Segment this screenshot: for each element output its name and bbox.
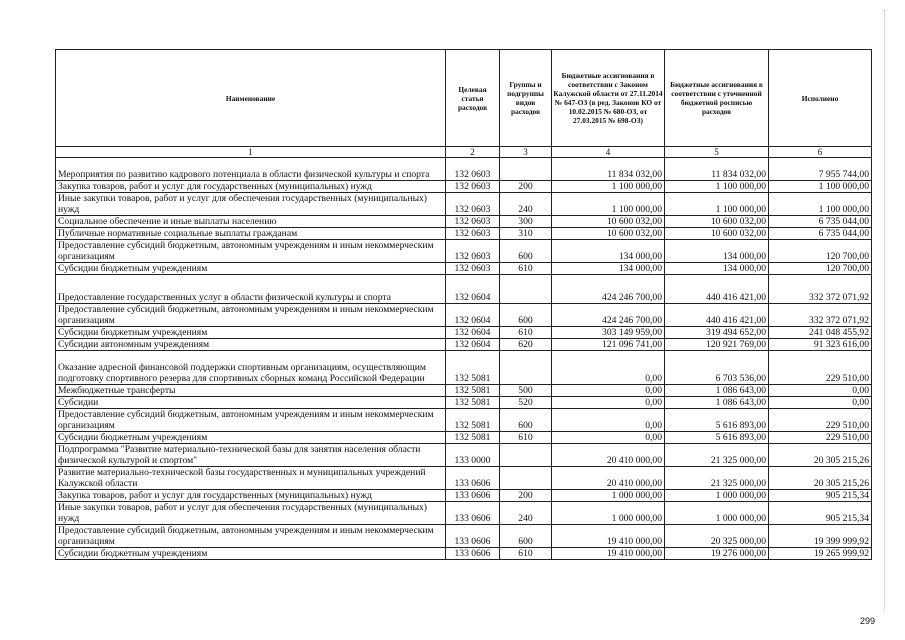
row-executed: 120 700,00 — [769, 263, 872, 275]
row-assign-list: 20 325 000,00 — [665, 525, 769, 548]
row-group-code: 610 — [500, 548, 552, 560]
row-executed: 120 700,00 — [769, 240, 872, 263]
row-assign-list: 120 921 769,00 — [665, 339, 769, 351]
row-name: Предоставление субсидий бюджетным, автономным учреждениям и иным некоммерческим организациям — [56, 304, 446, 327]
header-target-article: Целевая статья расходов — [446, 50, 500, 147]
row-assign-law: 121 096 741,00 — [552, 339, 665, 351]
table-row — [56, 228, 872, 240]
row-target-code: 132 0603 — [446, 181, 500, 193]
row-executed: 332 372 071,92 — [769, 304, 872, 327]
row-executed: 6 735 044,00 — [769, 216, 872, 228]
row-assign-list: 5 616 893,00 — [665, 409, 769, 432]
table-row — [56, 467, 872, 490]
row-assign-list: 440 416 421,00 — [665, 304, 769, 327]
row-name: Субсидии бюджетным учреждениям — [56, 263, 446, 275]
table-row — [56, 216, 872, 228]
row-name: Закупка товаров, работ и услуг для государственных (муниципальных) нужд — [56, 490, 446, 502]
row-assign-law: 303 149 959,00 — [552, 327, 665, 339]
table-row — [56, 193, 872, 216]
row-executed: 0,00 — [769, 397, 872, 409]
row-target-code: 133 0606 — [446, 467, 500, 490]
row-assign-list: 1 000 000,00 — [665, 502, 769, 525]
row-assign-law: 0,00 — [552, 351, 665, 385]
column-number: 1 — [56, 147, 446, 158]
row-executed: 229 510,00 — [769, 351, 872, 385]
row-assign-list: 10 600 032,00 — [665, 228, 769, 240]
column-number: 2 — [446, 147, 500, 158]
column-number: 4 — [552, 147, 665, 158]
row-executed: 6 735 044,00 — [769, 228, 872, 240]
row-name: Предоставление субсидий бюджетным, автономным учреждениям и иным некоммерческим организациям — [56, 240, 446, 263]
row-assign-list: 11 834 032,00 — [665, 158, 769, 181]
row-assign-law: 10 600 032,00 — [552, 228, 665, 240]
row-assign-law: 1 000 000,00 — [552, 502, 665, 525]
row-assign-law: 20 410 000,00 — [552, 444, 665, 467]
row-assign-law: 10 600 032,00 — [552, 216, 665, 228]
row-target-code: 133 0000 — [446, 444, 500, 467]
row-name: Подпрограмма "Развитие материально-технической базы для занятия населения области физической культурой и спортом" — [56, 444, 446, 467]
row-target-code: 132 0603 — [446, 158, 500, 181]
header-row — [56, 50, 872, 147]
row-target-code: 132 0603 — [446, 193, 500, 216]
row-name: Субсидии бюджетным учреждениям — [56, 548, 446, 560]
row-group-code — [500, 444, 552, 467]
row-assign-law: 134 000,00 — [552, 240, 665, 263]
row-assign-list: 319 494 652,00 — [665, 327, 769, 339]
row-executed: 0,00 — [769, 385, 872, 397]
row-assign-law: 19 410 000,00 — [552, 525, 665, 548]
table-row — [56, 502, 872, 525]
table-row — [56, 490, 872, 502]
header-expense-groups: Группы и подгруппы видов расходов — [500, 50, 552, 147]
header-name: Наименование — [56, 50, 446, 147]
row-group-code: 500 — [500, 385, 552, 397]
row-executed: 229 510,00 — [769, 409, 872, 432]
margin-line — [884, 10, 885, 610]
column-number: 6 — [769, 147, 872, 158]
row-name: Публичные нормативные социальные выплаты гражданам — [56, 228, 446, 240]
row-assign-list: 10 600 032,00 — [665, 216, 769, 228]
row-assign-law: 1 000 000,00 — [552, 490, 665, 502]
row-target-code: 133 0606 — [446, 490, 500, 502]
row-name: Предоставление государственных услуг в области физической культуры и спорта — [56, 275, 446, 304]
row-group-code: 240 — [500, 193, 552, 216]
row-name: Иные закупки товаров, работ и услуг для обеспечения государственных (муниципальных) нужд — [56, 502, 446, 525]
row-group-code: 200 — [500, 181, 552, 193]
row-name: Субсидии автономным учреждениям — [56, 339, 446, 351]
row-assign-law: 20 410 000,00 — [552, 467, 665, 490]
row-assign-list: 1 100 000,00 — [665, 193, 769, 216]
row-group-code — [500, 467, 552, 490]
row-assign-law: 1 100 000,00 — [552, 181, 665, 193]
row-target-code: 133 0606 — [446, 548, 500, 560]
row-assign-law: 424 246 700,00 — [552, 275, 665, 304]
row-assign-list: 6 703 536,00 — [665, 351, 769, 385]
row-assign-list: 1 086 643,00 — [665, 385, 769, 397]
row-name: Оказание адресной финансовой поддержки спортивным организациям, осуществляющим подготовку спортивного резерва для спортивных сборных команд Российской Федерации — [56, 351, 446, 385]
row-executed: 332 372 071,92 — [769, 275, 872, 304]
table-row — [56, 304, 872, 327]
row-group-code: 600 — [500, 525, 552, 548]
row-group-code — [500, 275, 552, 304]
row-name: Субсидии бюджетным учреждениям — [56, 432, 446, 444]
row-group-code: 600 — [500, 304, 552, 327]
budget-table — [55, 49, 872, 560]
table-row — [56, 263, 872, 275]
row-target-code: 132 0604 — [446, 339, 500, 351]
row-group-code: 310 — [500, 228, 552, 240]
row-target-code: 132 0603 — [446, 216, 500, 228]
row-assign-law: 0,00 — [552, 397, 665, 409]
row-assign-list: 440 416 421,00 — [665, 275, 769, 304]
row-target-code: 133 0606 — [446, 525, 500, 548]
row-name: Предоставление субсидий бюджетным, автономным учреждениям и иным некоммерческим организациям — [56, 409, 446, 432]
row-group-code: 610 — [500, 432, 552, 444]
row-assign-list: 134 000,00 — [665, 240, 769, 263]
table-row — [56, 385, 872, 397]
table-row — [56, 158, 872, 181]
row-assign-law: 19 410 000,00 — [552, 548, 665, 560]
table-row — [56, 397, 872, 409]
row-target-code: 132 5081 — [446, 351, 500, 385]
row-assign-law: 1 100 000,00 — [552, 193, 665, 216]
row-executed: 905 215,34 — [769, 490, 872, 502]
row-group-code: 240 — [500, 502, 552, 525]
row-name: Социальное обеспечение и иные выплаты населению — [56, 216, 446, 228]
row-name: Развитие материально-технической базы государственных и муниципальных учреждений Калужской области — [56, 467, 446, 490]
row-target-code: 132 5081 — [446, 409, 500, 432]
table-row — [56, 525, 872, 548]
column-number: 5 — [665, 147, 769, 158]
row-group-code: 600 — [500, 409, 552, 432]
table-row — [56, 432, 872, 444]
row-group-code: 610 — [500, 327, 552, 339]
row-group-code: 200 — [500, 490, 552, 502]
row-name: Межбюджетные трансферты — [56, 385, 446, 397]
table-row — [56, 444, 872, 467]
row-executed: 241 048 455,92 — [769, 327, 872, 339]
column-number: 3 — [500, 147, 552, 158]
row-group-code — [500, 351, 552, 385]
row-target-code: 132 0604 — [446, 304, 500, 327]
row-name: Субсидии бюджетным учреждениям — [56, 327, 446, 339]
row-assign-law: 0,00 — [552, 385, 665, 397]
table-row — [56, 351, 872, 385]
row-assign-list: 134 000,00 — [665, 263, 769, 275]
row-target-code: 132 0603 — [446, 240, 500, 263]
row-name: Закупка товаров, работ и услуг для государственных (муниципальных) нужд — [56, 181, 446, 193]
row-target-code: 133 0606 — [446, 502, 500, 525]
row-executed: 19 399 999,92 — [769, 525, 872, 548]
row-executed: 1 100 000,00 — [769, 181, 872, 193]
row-assign-list: 1 086 643,00 — [665, 397, 769, 409]
header-assign-law: Бюджетные ассигнования в соответствии с Законом Калужской области от 27.11.2014 № 647-ОЗ (в ред. Законов КО от 10.02.2015 № 680-ОЗ, от 27.03.2015 № 698-ОЗ) — [552, 50, 665, 147]
row-executed: 229 510,00 — [769, 432, 872, 444]
table-row — [56, 181, 872, 193]
row-assign-law: 0,00 — [552, 432, 665, 444]
table-row — [56, 548, 872, 560]
row-target-code: 132 0603 — [446, 228, 500, 240]
row-assign-list: 19 276 000,00 — [665, 548, 769, 560]
row-executed: 20 305 215,26 — [769, 444, 872, 467]
row-target-code: 132 5081 — [446, 385, 500, 397]
row-group-code — [500, 158, 552, 181]
row-target-code: 132 0603 — [446, 263, 500, 275]
column-number-row — [56, 147, 872, 158]
row-executed: 7 955 744,00 — [769, 158, 872, 181]
row-assign-list: 5 616 893,00 — [665, 432, 769, 444]
row-assign-list: 1 000 000,00 — [665, 490, 769, 502]
row-executed: 1 100 000,00 — [769, 193, 872, 216]
page-number: 299 — [860, 616, 876, 626]
row-group-code: 620 — [500, 339, 552, 351]
row-group-code: 600 — [500, 240, 552, 263]
table-row — [56, 240, 872, 263]
table-row — [56, 409, 872, 432]
header-executed: Исполнено — [769, 50, 872, 147]
row-executed: 20 305 215,26 — [769, 467, 872, 490]
table-row — [56, 275, 872, 304]
row-assign-law: 11 834 032,00 — [552, 158, 665, 181]
row-target-code: 132 0604 — [446, 275, 500, 304]
row-assign-list: 21 325 000,00 — [665, 444, 769, 467]
row-executed: 905 215,34 — [769, 502, 872, 525]
row-executed: 19 265 999,92 — [769, 548, 872, 560]
row-assign-law: 0,00 — [552, 409, 665, 432]
row-group-code: 520 — [500, 397, 552, 409]
row-name: Мероприятия по развитию кадрового потенциала в области физической культуры и спорта — [56, 158, 446, 181]
row-assign-law: 134 000,00 — [552, 263, 665, 275]
row-group-code: 300 — [500, 216, 552, 228]
row-target-code: 132 0604 — [446, 327, 500, 339]
row-group-code: 610 — [500, 263, 552, 275]
row-assign-list: 1 100 000,00 — [665, 181, 769, 193]
row-name: Субсидии — [56, 397, 446, 409]
row-target-code: 132 5081 — [446, 432, 500, 444]
header-assign-list: Бюджетные ассигнования в соответствии с уточненной бюджетной росписью расходов — [665, 50, 769, 147]
row-name: Предоставление субсидий бюджетным, автономным учреждениям и иным некоммерческим организациям — [56, 525, 446, 548]
row-name: Иные закупки товаров, работ и услуг для обеспечения государственных (муниципальных) нужд — [56, 193, 446, 216]
row-executed: 91 323 616,00 — [769, 339, 872, 351]
row-assign-law: 424 246 700,00 — [552, 304, 665, 327]
row-target-code: 132 5081 — [446, 397, 500, 409]
row-assign-list: 21 325 000,00 — [665, 467, 769, 490]
table-row — [56, 339, 872, 351]
table-row — [56, 327, 872, 339]
